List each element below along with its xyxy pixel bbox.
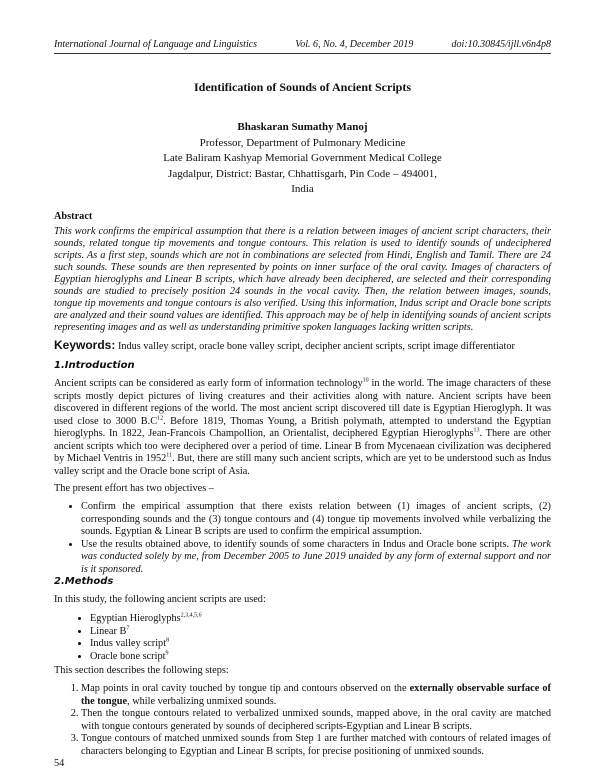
script-item	[90, 626, 551, 639]
paper-title: Identification of Sounds of Ancient Scripts	[193, 80, 412, 94]
text: Linear B	[90, 625, 127, 637]
keywords-label: Keywords:	[54, 338, 116, 352]
page-number: 54	[54, 758, 65, 769]
text: The work was conducted solely by me, from December 2005 to June 2019 unaided by any form of external support and nor is it sponsored.	[81, 538, 551, 575]
author-name: Bhaskaran Sumathy Manoj	[237, 121, 368, 133]
step-item	[81, 683, 551, 708]
methods-intro: In this study, the following ancient scripts are used:	[54, 594, 266, 605]
citation: 13	[473, 427, 480, 434]
objective-item	[81, 539, 551, 577]
citation: 11	[166, 452, 173, 459]
methods-heading: 2.Methods	[54, 576, 114, 587]
citation: 9	[165, 650, 169, 657]
text: externally observable surface of the tongue	[81, 683, 551, 707]
script-item	[90, 651, 551, 664]
text: . There are other ancient scripts which too were deciphered over a period of time. Linear B from Mycenaean civilization was deciphered by Michael Ventris in 1952	[54, 428, 551, 464]
text: . But, there are still many such ancient scripts, which are yet to be understood such as Indus valley script and the Oracle bone script of Asia.	[54, 453, 551, 477]
scripts-list	[54, 613, 551, 663]
abstract-heading: Abstract	[54, 211, 93, 222]
keywords	[54, 339, 551, 354]
steps-intro: This section describes the following steps:	[54, 665, 229, 676]
citation: 2,3,4,5,6	[180, 612, 202, 619]
text: . Before 1819, Thomas Young, a British polymath, attempted to understand the Egyptian hieroglyphs. In 1822, Jean-Francois Champollion, an Orientalist, deciphered Egyptian Hieroglyphs	[54, 415, 551, 439]
author-block	[54, 120, 551, 198]
step-item: 2. Then the tongue contours related to verbalized unmixed sounds, mapped above, in the oral cavity are matched with tongue contours generated by sounds of deciphered scripts-Egyptian and Linear B scripts.	[81, 708, 551, 733]
citation: 8	[166, 637, 170, 644]
citation: 10	[362, 377, 369, 384]
affiliation-line: India	[291, 183, 314, 195]
text: , while verbalizing unmixed sounds.	[127, 695, 277, 707]
objectives-intro: The present effort has two objectives –	[54, 483, 214, 494]
affiliation-line: Professor, Department of Pulmonary Medicine	[199, 136, 406, 149]
doi: doi:10.30845/ijll.v6n4p8	[451, 39, 551, 50]
intro-paragraph	[54, 378, 551, 478]
steps-list	[54, 683, 551, 758]
text: Oracle bone script	[90, 650, 166, 662]
journal-name: International Journal of Language and Linguistics	[54, 39, 258, 50]
text: in the world. The image characters of these scripts mostly depict pictures of living creatures and their activities along with nature. Ancient scripts have been discovered in different regions of the world. The most ancient script discovered till date is Egyptian Hieroglyph. It was used close to 3000 B.C	[54, 378, 551, 427]
intro-heading: 1.Introduction	[54, 360, 135, 371]
objectives-list	[54, 501, 551, 576]
text: Ancient scripts can be considered as early form of information technology	[54, 378, 363, 389]
affiliation-line: Late Baliram Kashyap Memorial Government Medical College	[163, 152, 442, 164]
affiliation-line: Jagdalpur, District: Bastar, Chhattisgarh, Pin Code – 494001,	[168, 167, 437, 180]
script-item	[90, 613, 551, 626]
text: Indus valley script	[90, 638, 167, 649]
text: Map points in oral cavity touched by tongue tip and contours observed on the	[81, 683, 410, 694]
citation: 7	[126, 625, 130, 632]
script-item	[90, 638, 551, 651]
keywords-text: Indus valley script, oracle bone valley script, decipher ancient scripts, script image differentiator	[117, 341, 515, 352]
citation: 12	[157, 415, 164, 422]
running-header	[54, 39, 551, 54]
abstract-text: This work confirms the empirical assumption that there is a relation between images of ancient script characters, their sounds, related tongue tip movements and tongue contours. This relation is used to identify sounds of undeciphered scripts. As a first step, sounds which are not in combinations are selected from Hindi, English and Tamil. There are 24 such sounds. These sounds are then represented by points on inner surface of the oral cavity. Images of characters of Egyptian hieroglyphs and Linear B scripts, which have already been deciphered, are selected and their corresponding sounds are studied to precisely position 24 sounds in the vocal cavity. Then, the relation between images, sounds, tongue tip movements and tongue contours is also verified. Using this information, Indus script and Oracle bone scripts are analyzed and their sound values are identified. This approach may be of help in identifying sounds of ancient scripts representing images and as well as understanding primitive spoken languages lacking written scripts.	[54, 226, 551, 333]
objective-item: • Confirm the empirical assumption that there exists relation between (1) images of ancient scripts, (2) corresponding sounds and the (3) tongue contours and (4) tongue tip movements involved while verbalizing the sounds. Egyptian & Linear B scripts are used to confirm the empirical assumption.	[81, 501, 551, 539]
text: Egyptian Hieroglyphs	[90, 613, 181, 624]
text: Use the results obtained above, to identify sounds of some characters in Indus and Oracle bone scripts.	[81, 538, 510, 550]
volume-info: Vol. 6, No. 4, December 2019	[295, 39, 414, 50]
step-item: 3. Tongue contours of matched unmixed sounds from Step 1 are further matched with contours of related images of characters belonging to Egyptian and Linear B scripts, for precise positioning of unmixed sounds.	[81, 733, 551, 758]
